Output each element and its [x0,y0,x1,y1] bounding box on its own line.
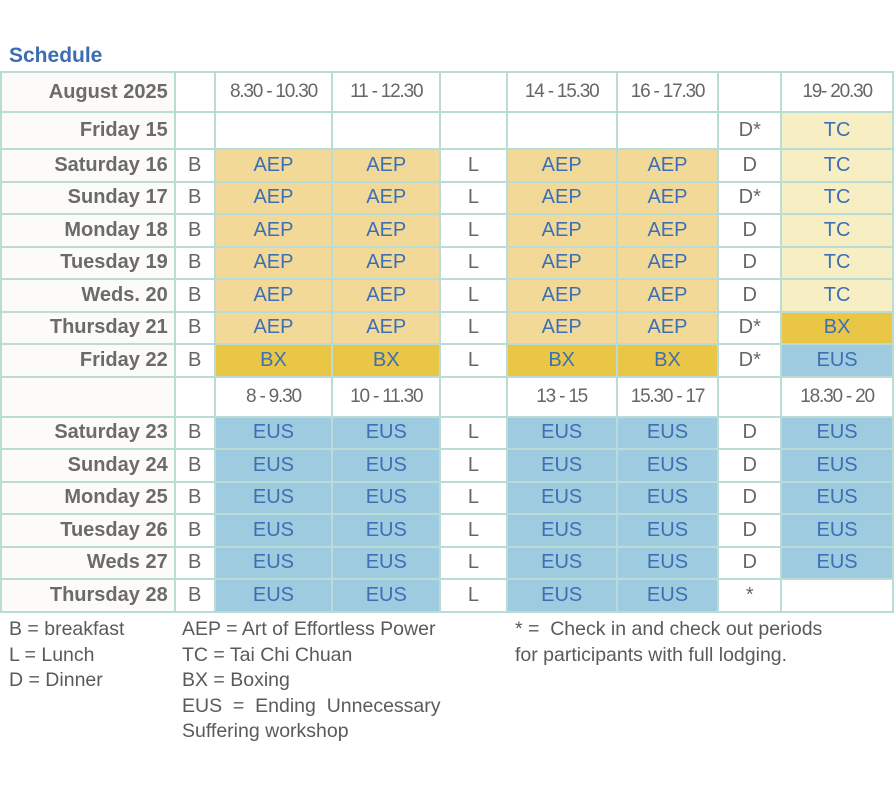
activity-cell: AEP [215,182,333,215]
table-row [1,214,893,247]
meal-cell: D* [718,312,781,345]
activity-cell: EUS [215,547,333,580]
day-label: Monday 18 [1,214,175,247]
activity-cell: AEP [507,214,617,247]
meal-cell: B [175,149,215,182]
meal-cell: B [175,417,215,450]
table-row [1,449,893,482]
activity-cell: BX [617,344,719,377]
meal-cell: D [718,417,781,450]
legend-item: L = Lunch [9,643,95,666]
activity-cell: AEP [617,247,719,280]
time-header-row [1,72,893,112]
meal-cell: L [440,547,507,580]
activity-cell: EUS [507,449,617,482]
meal-cell: D [718,482,781,515]
meal-cell: B [175,449,215,482]
activity-cell: AEP [507,182,617,215]
blank-cell [718,72,781,112]
meal-cell: D [718,449,781,482]
activity-cell: TC [781,112,893,149]
activity-cell: EUS [781,449,893,482]
time-slot-header: 10 - 11.30 [332,377,440,417]
meal-cell: L [440,312,507,345]
time-slot-header: 15.30 - 17 [617,377,719,417]
time-slot-header: 11 - 12.30 [332,72,440,112]
activity-cell: BX [781,312,893,345]
activity-cell: EUS [781,344,893,377]
activity-cell: AEP [332,247,440,280]
activity-cell: AEP [215,312,333,345]
legend-item: EUS = Ending Unnecessary [182,694,441,717]
meal-cell: L [440,449,507,482]
legend-item: BX = Boxing [182,669,290,691]
activity-cell: TC [781,149,893,182]
activity-cell: EUS [617,547,719,580]
activity-cell: EUS [332,547,440,580]
table-row [1,247,893,280]
legend-activities [182,617,441,745]
activity-cell: TC [781,214,893,247]
legend-item: B = breakfast [9,618,125,640]
meal-cell: D [718,547,781,580]
activity-cell: AEP [507,149,617,182]
activity-cell: EUS [507,482,617,515]
activity-cell: AEP [507,247,617,280]
activity-cell: AEP [507,279,617,312]
activity-cell: EUS [507,514,617,547]
legend-item: AEP = Art of Effortless Power [182,618,436,640]
blank-cell [1,377,175,417]
activity-cell: EUS [781,547,893,580]
activity-cell: EUS [781,417,893,450]
activity-cell: AEP [617,149,719,182]
day-label: Thursday 28 [1,579,175,612]
table-row [1,579,893,612]
day-label: Friday 22 [1,344,175,377]
activity-cell: TC [781,279,893,312]
meal-cell: B [175,579,215,612]
table-row [1,547,893,580]
meal-cell: D* [718,112,781,149]
meal-cell: L [440,279,507,312]
table-row [1,149,893,182]
day-label: Tuesday 19 [1,247,175,280]
activity-cell: AEP [332,279,440,312]
meal-cell: B [175,482,215,515]
activity-cell: EUS [332,514,440,547]
activity-cell: EUS [215,449,333,482]
meal-cell: L [440,247,507,280]
meal-cell: B [175,214,215,247]
time-slot-header: 18.30 - 20 [781,377,893,417]
meal-cell: D [718,214,781,247]
time-slot-header: 8.30 - 10.30 [215,72,333,112]
table-row [1,482,893,515]
day-label: Weds. 20 [1,279,175,312]
schedule-table [0,71,894,613]
activity-cell: AEP [332,149,440,182]
day-label: Sunday 24 [1,449,175,482]
meal-cell: D* [718,182,781,215]
page-title: Schedule [9,44,103,67]
activity-cell: AEP [617,312,719,345]
meal-cell: B [175,547,215,580]
day-label: Sunday 17 [1,182,175,215]
meal-cell: L [440,182,507,215]
meal-cell: L [440,417,507,450]
activity-cell: AEP [332,214,440,247]
blank-cell [215,112,333,149]
legend-item: TC = Tai Chi Chuan [182,643,353,666]
activity-cell: EUS [507,417,617,450]
table-row [1,514,893,547]
blank-cell [440,72,507,112]
activity-cell: EUS [215,579,333,612]
activity-cell: BX [332,344,440,377]
day-label: Monday 25 [1,482,175,515]
meal-cell: D [718,279,781,312]
blank-cell [175,377,215,417]
blank-cell [440,112,507,149]
activity-cell: EUS [507,579,617,612]
meal-cell: L [440,344,507,377]
blank-cell [175,72,215,112]
activity-cell: EUS [332,579,440,612]
meal-cell: D [718,514,781,547]
meal-cell: D [718,149,781,182]
meal-cell: B [175,344,215,377]
time-slot-header: 16 - 17.30 [617,72,719,112]
meal-cell: L [440,214,507,247]
activity-cell: EUS [332,482,440,515]
blank-cell [332,112,440,149]
legend-meals [9,617,124,694]
activity-cell: AEP [507,312,617,345]
table-row [1,417,893,450]
legend-item: for participants with full lodging. [515,643,788,666]
blank-cell [781,579,893,612]
activity-cell: AEP [215,149,333,182]
table-row [1,312,893,345]
month-label: August 2025 [1,72,175,112]
activity-cell: EUS [617,579,719,612]
activity-cell: BX [507,344,617,377]
legend-note [515,617,822,668]
activity-cell: BX [215,344,333,377]
day-label: Saturday 16 [1,149,175,182]
meal-cell: B [175,182,215,215]
activity-cell: EUS [617,449,719,482]
blank-cell [718,377,781,417]
table-row [1,344,893,377]
activity-cell: EUS [215,482,333,515]
legend-item: Suffering workshop [182,720,349,742]
meal-cell: B [175,279,215,312]
activity-cell: AEP [215,279,333,312]
activity-cell: TC [781,182,893,215]
activity-cell: AEP [617,279,719,312]
activity-cell: AEP [617,214,719,247]
activity-cell: EUS [332,417,440,450]
meal-cell: B [175,514,215,547]
legend-item: D = Dinner [9,669,103,691]
meal-cell: L [440,579,507,612]
activity-cell: EUS [215,514,333,547]
time-slot-header: 14 - 15.30 [507,72,617,112]
blank-cell [440,377,507,417]
time-slot-header: 19- 20.30 [781,72,893,112]
day-label: Thursday 21 [1,312,175,345]
activity-cell: AEP [332,182,440,215]
day-label: Saturday 23 [1,417,175,450]
meal-cell: B [175,247,215,280]
table-row [1,112,893,149]
meal-cell: L [440,149,507,182]
table-row [1,279,893,312]
meal-cell: D* [718,344,781,377]
table-row [1,182,893,215]
legend-item: * = Check in and check out periods [515,618,823,640]
meal-cell: * [718,579,781,612]
meal-cell: L [440,482,507,515]
activity-cell: AEP [215,247,333,280]
meal-cell: L [440,514,507,547]
day-label: Weds 27 [1,547,175,580]
activity-cell: EUS [781,514,893,547]
activity-cell: EUS [781,482,893,515]
meal-cell: B [175,312,215,345]
day-label: Tuesday 26 [1,514,175,547]
blank-cell [507,112,617,149]
activity-cell: EUS [332,449,440,482]
activity-cell: EUS [617,417,719,450]
time-slot-header: 13 - 15 [507,377,617,417]
time-header-row [1,377,893,417]
activity-cell: AEP [215,214,333,247]
meal-cell: D [718,247,781,280]
activity-cell: EUS [215,417,333,450]
time-slot-header: 8 - 9.30 [215,377,333,417]
activity-cell: EUS [617,514,719,547]
activity-cell: AEP [332,312,440,345]
activity-cell: EUS [617,482,719,515]
activity-cell: AEP [617,182,719,215]
activity-cell: TC [781,247,893,280]
blank-cell [175,112,215,149]
blank-cell [617,112,719,149]
day-label: Friday 15 [1,112,175,149]
activity-cell: EUS [507,547,617,580]
